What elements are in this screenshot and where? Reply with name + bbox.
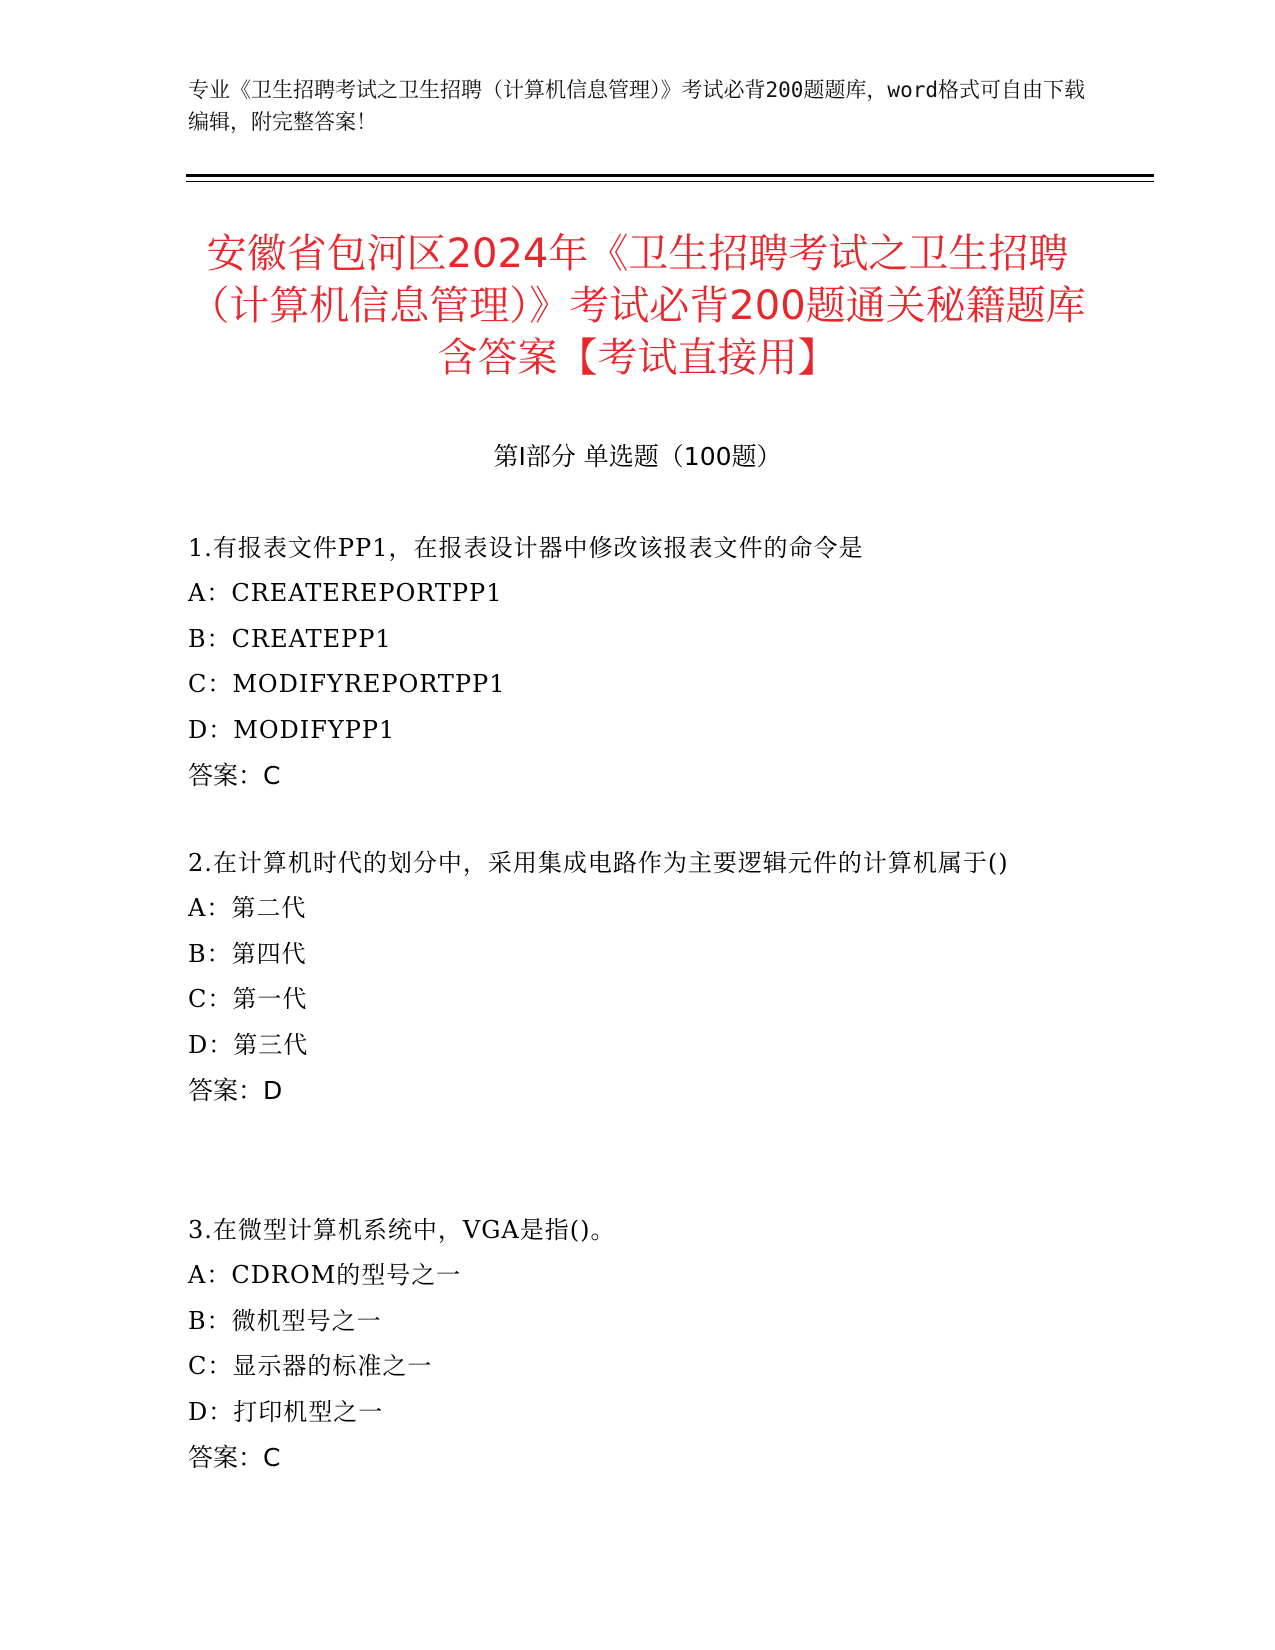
option-b: B：CREATEPP1	[188, 624, 392, 653]
question-2	[188, 840, 1068, 1114]
option-a: A：CDROM的型号之一	[188, 1261, 462, 1289]
question-stem: 2.在计算机时代的划分中，采用集成电路作为主要逻辑元件的计算机属于()	[188, 849, 1009, 877]
option-a: A：CREATEREPORTPP1	[188, 579, 503, 607]
answer: 答案：C	[188, 1443, 281, 1472]
question-stem: 1.有报表文件PP1，在报表设计器中修改该报表文件的命令是	[188, 534, 864, 562]
question-3	[188, 1207, 1068, 1481]
question-1	[188, 525, 1068, 799]
answer: 答案：D	[188, 1076, 283, 1105]
option-d: D：第三代	[188, 1030, 309, 1059]
header-note: 专业《卫生招聘考试之卫生招聘（计算机信息管理）》考试必背200题题库，word格式可自由下载编辑，附完整答案！	[188, 78, 1085, 134]
header-rule-thick	[186, 174, 1154, 177]
option-b: B：微机型号之一	[188, 1306, 382, 1335]
question-stem: 3.在微型计算机系统中，VGA是指()。	[188, 1216, 616, 1244]
answer: 答案：C	[188, 761, 281, 790]
option-a: A：第二代	[188, 894, 307, 922]
option-d: D：MODIFYPP1	[188, 715, 396, 744]
page-title: 安徽省包河区2024年《卫生招聘考试之卫生招聘（计算机信息管理）》考试必背200题通关秘籍题库含答案【考试直接用】	[189, 231, 1086, 381]
option-d: D：打印机型之一	[188, 1397, 384, 1426]
header-rule-thin	[186, 181, 1154, 182]
section-heading: 第Ⅰ部分 单选题（100题）	[493, 442, 782, 471]
option-c: C：第一代	[188, 985, 308, 1013]
option-c: C：MODIFYREPORTPP1	[188, 670, 506, 698]
option-c: C：显示器的标准之一	[188, 1352, 433, 1380]
option-b: B：第四代	[188, 939, 307, 968]
